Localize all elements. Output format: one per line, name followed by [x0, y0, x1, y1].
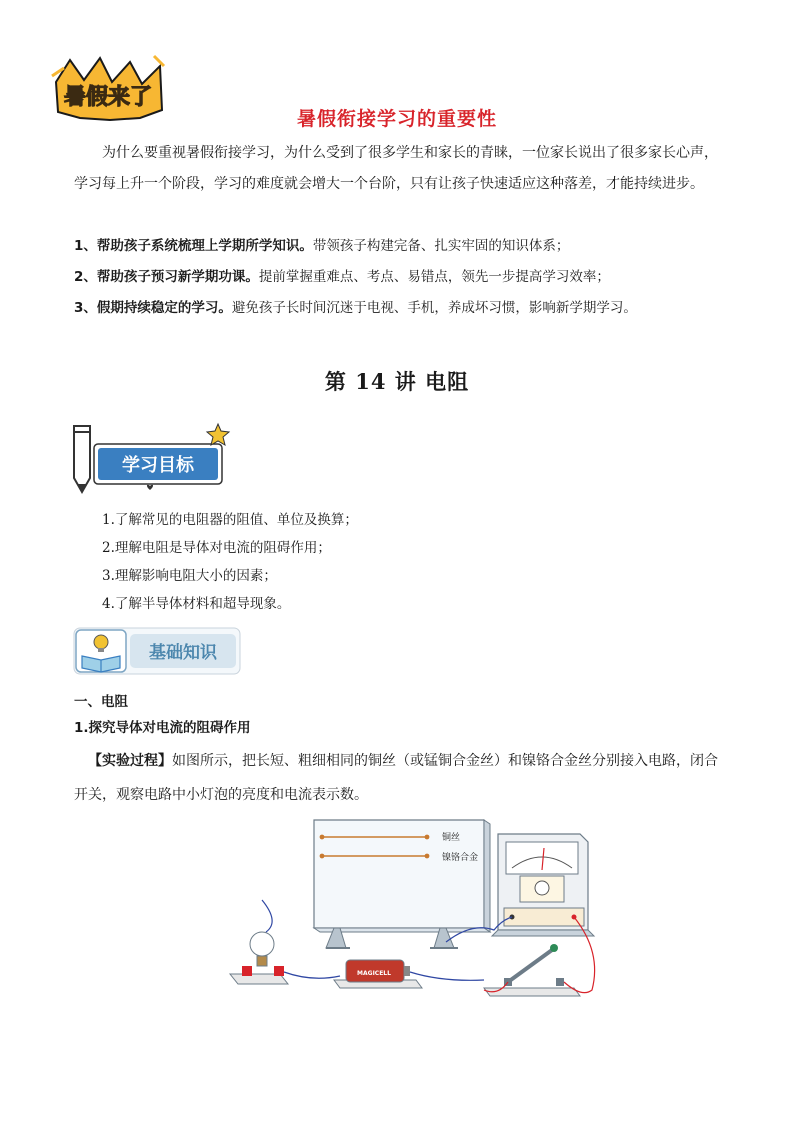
wire-board — [314, 820, 490, 948]
goals-badge — [68, 420, 234, 498]
bulb-icon — [230, 932, 288, 984]
battery-icon — [334, 960, 422, 988]
goal-item: 1.了解常见的电阻器的阻值、单位及换算； — [102, 512, 358, 528]
point-num: 1、 — [74, 238, 97, 254]
logo-text: 暑假来了 — [63, 85, 153, 110]
point-3 — [74, 293, 637, 324]
point-1 — [74, 231, 637, 262]
point-rest: 提前掌握重难点、考点、易错点，领先一步提高学习效率； — [258, 269, 610, 285]
point-num: 3、 — [74, 300, 97, 316]
point-num: 2、 — [74, 269, 97, 285]
page-title: 暑假衔接学习的重要性 — [296, 108, 497, 130]
star-icon — [207, 424, 229, 445]
point-lead: 假期持续稳定的学习。 — [96, 300, 232, 316]
basics-badge-label: 基础知识 — [149, 643, 217, 663]
ammeter — [492, 834, 594, 936]
points-list — [74, 231, 637, 324]
battery-label: MAGICELL — [357, 970, 391, 977]
wire-label-copper: 铜丝 — [442, 833, 461, 843]
subsection-heading: 1.探究导体对电流的阻碍作用 — [74, 720, 251, 736]
goal-item: 4.了解半导体材料和超导现象。 — [102, 596, 291, 612]
goals-badge-label: 学习目标 — [122, 455, 194, 476]
point-2 — [74, 262, 637, 293]
circuit-figure — [222, 812, 612, 1008]
goals-list — [102, 506, 358, 618]
pencil-icon — [74, 426, 90, 492]
intro-section — [74, 138, 724, 200]
point-rest: 避免孩子长时间沉迷于电视、手机，养成坏习惯，影响新学期学习。 — [231, 300, 637, 316]
point-lead: 帮助孩子预习新学期功课。 — [96, 269, 259, 285]
wire-label-nichrome: 镍铬合金 — [442, 853, 479, 863]
basics-badge — [72, 626, 244, 676]
lecture-title: 第 14 讲 电阻 — [324, 369, 470, 394]
goal-item: 2.理解电阻是导体对电流的阻碍作用； — [102, 540, 331, 556]
heart-icon — [147, 485, 153, 490]
switch-icon — [484, 944, 580, 996]
experiment-text: 如图所示，把长短、粗细相同的铜丝（或锰铜合金丝）和镍铬合金丝分别接入电路，闭合开关，观察电路中小灯泡的亮度和电流表示数。 — [74, 753, 718, 803]
section-heading: 一、电阻 — [74, 694, 128, 710]
experiment-label: 【实验过程】 — [88, 753, 172, 769]
point-rest: 带领孩子构建完备、扎实牢固的知识体系； — [312, 238, 570, 254]
experiment-section — [74, 744, 724, 812]
point-lead: 帮助孩子系统梳理上学期所学知识。 — [96, 238, 313, 254]
intro-paragraph: 为什么要重视暑假衔接学习，为什么受到了很多学生和家长的青睐，一位家长说出了很多家长心声，学习每上升一个阶段，学习的难度就会增大一个台阶，只有让孩子快速适应这种落差，才能持续进步。 — [74, 145, 718, 192]
goal-item: 3.理解影响电阻大小的因素； — [102, 568, 277, 584]
